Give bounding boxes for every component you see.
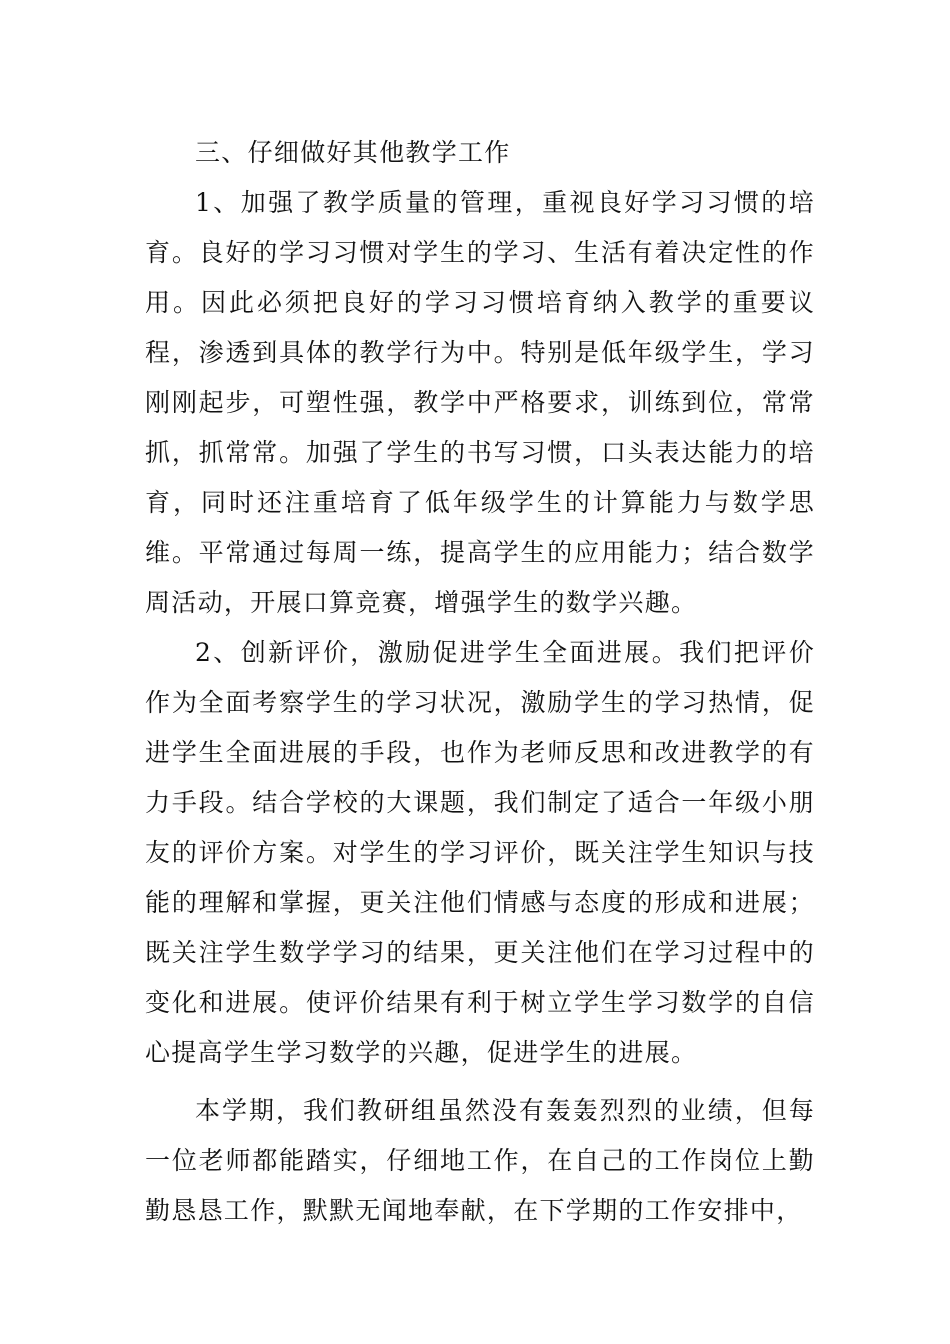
paragraph-1: 1、加强了教学质量的管理，重视良好学习习惯的培育。良好的学习习惯对学生的学习、生活有着决定性的作用。因此必须把良好的学习习惯培育纳入教学的重要议程，渗透到具体的教学行为中。特别是低年级学生，学习刚刚起步，可塑性强，教学中严格要求，训练到位，常常抓，抓常常。加强了学生的书写习惯，口头表达能力的培育，同时还注重培育了低年级学生的计算能力与数学思维。平常通过每周一练，提高学生的应用能力；结合数学周活动，开展口算竞赛，增强学生的数学兴趣。 (145, 188, 815, 617)
document-body (145, 128, 815, 1236)
paragraph-2: 2、创新评价，激励促进学生全面进展。我们把评价作为全面考察学生的学习状况，激励学生的学习热情，促进学生全面进展的手段，也作为老师反思和改进教学的有力手段。结合学校的大课题，我们制定了适合一年级小朋友的评价方案。对学生的学习评价，既关注学生知识与技能的理解和掌握，更关注他们情感与态度的形成和进展；既关注学生数学学习的结果，更关注他们在学习过程中的变化和进展。使评价结果有利于树立学生学习数学的自信心提高学生学习数学的兴趣，促进学生的进展。 (145, 638, 815, 1067)
closing-paragraph: 本学期，我们教研组虽然没有轰轰烈烈的业绩，但每一位老师都能踏实，仔细地工作，在自己的工作岗位上勤勤恳恳工作，默默无闻地奉献，在下学期的工作安排中， (145, 1096, 815, 1225)
section-heading: 三、仔细做好其他教学工作 (195, 138, 511, 167)
